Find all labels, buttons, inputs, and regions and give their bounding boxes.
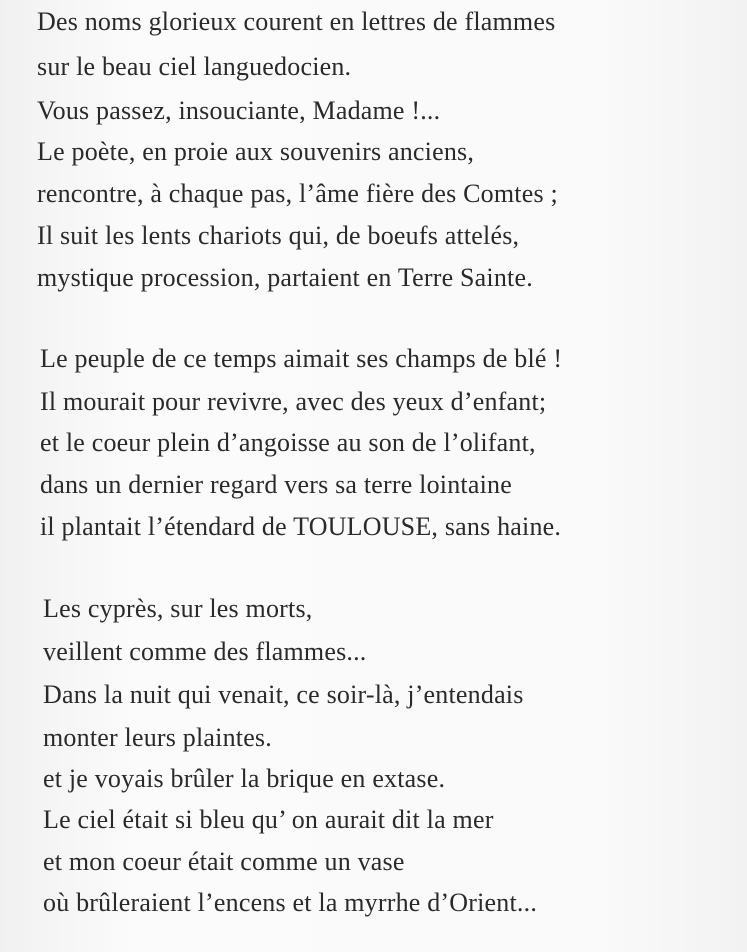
poem-line: Le poète, en proie aux souvenirs anciens, (37, 137, 475, 166)
poem-line: Le ciel était si bleu qu’ on aurait dit la mer (43, 805, 494, 834)
poem-line: il plantait l’étendard de TOULOUSE, sans haine. (40, 512, 562, 541)
poem-line: dans un dernier regard vers sa terre lointaine (40, 470, 512, 499)
poem-line: et je voyais brûler la brique en extase. (43, 764, 446, 793)
poem-line: sur le beau ciel languedocien. (37, 52, 352, 81)
poem-line: et mon coeur était comme un vase (43, 847, 405, 876)
poem-line: où brûleraient l’encens et la myrrhe d’Orient... (43, 888, 538, 917)
poem-line: Il mourait pour revivre, avec des yeux d’enfant; (40, 387, 547, 416)
poem-line: rencontre, à chaque pas, l’âme fière des Comtes ; (37, 179, 558, 208)
poem-line: Les cyprès, sur les morts, (43, 594, 313, 623)
poem-line: veillent comme des flammes... (43, 637, 367, 666)
poem-line: Il suit les lents chariots qui, de boeufs attelés, (37, 221, 520, 250)
poem-line: mystique procession, partaient en Terre Sainte. (37, 263, 533, 292)
poem-line: monter leurs plaintes. (43, 723, 272, 752)
poem-line: Le peuple de ce temps aimait ses champs de blé ! (40, 344, 563, 373)
poem-line: et le coeur plein d’angoisse au son de l’olifant, (40, 428, 536, 457)
poem-line: Vous passez, insouciante, Madame !... (37, 96, 441, 125)
poem-line: Dans la nuit qui venait, ce soir-là, j’entendais (43, 680, 524, 709)
poem-line: Des noms glorieux courent en lettres de flammes (37, 7, 556, 36)
